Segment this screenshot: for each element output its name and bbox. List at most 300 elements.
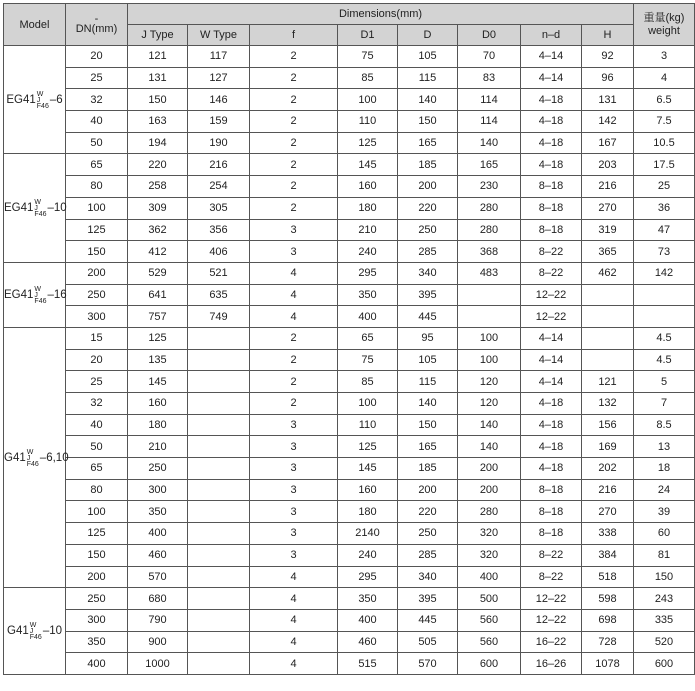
dn-cell: 100: [66, 501, 128, 523]
f-cell: 3: [250, 219, 338, 241]
n-d-cell: 4–18: [521, 89, 582, 111]
n-d-cell: 4–18: [521, 458, 582, 480]
d1-cell: 100: [338, 393, 398, 415]
h-cell: 1078: [582, 653, 634, 675]
f-cell: 4: [250, 566, 338, 588]
table-row: [4, 544, 695, 566]
n-d-cell: 8–18: [521, 479, 582, 501]
model-variant-f46: F46: [34, 297, 47, 305]
f-cell: 3: [250, 414, 338, 436]
f-cell: 4: [250, 609, 338, 631]
table-row: [4, 653, 695, 675]
header-h: H: [582, 25, 634, 46]
weight-cell: 25: [634, 176, 695, 198]
d0-cell: 165: [458, 154, 521, 176]
w-type-cell: [188, 414, 250, 436]
d-cell: 570: [398, 653, 458, 675]
dn-cell: 80: [66, 479, 128, 501]
j-type-cell: 121: [128, 46, 188, 68]
n-d-cell: 4–14: [521, 371, 582, 393]
f-cell: 2: [250, 349, 338, 371]
n-d-cell: 12–22: [521, 588, 582, 610]
model-prefix: G41: [7, 625, 29, 638]
model-variant-w: W: [36, 90, 44, 98]
w-type-cell: [188, 371, 250, 393]
j-type-cell: 400: [128, 523, 188, 545]
w-type-cell: 406: [188, 241, 250, 263]
f-cell: 2: [250, 197, 338, 219]
d-cell: 165: [398, 132, 458, 154]
d1-cell: 85: [338, 67, 398, 89]
model-variant-w: W: [29, 622, 37, 630]
weight-cell: 17.5: [634, 154, 695, 176]
d1-cell: 65: [338, 327, 398, 349]
d1-cell: 180: [338, 501, 398, 523]
f-cell: 2: [250, 67, 338, 89]
weight-cell: 335: [634, 609, 695, 631]
table-row: [4, 197, 695, 219]
w-type-cell: 146: [188, 89, 250, 111]
dn-cell: 80: [66, 176, 128, 198]
h-cell: 96: [582, 67, 634, 89]
weight-cell: 3: [634, 46, 695, 68]
j-type-cell: 900: [128, 631, 188, 653]
d1-cell: 110: [338, 111, 398, 133]
model-cell: [4, 588, 66, 675]
h-cell: [582, 327, 634, 349]
model-label: [4, 286, 67, 304]
f-cell: 3: [250, 436, 338, 458]
model-cell: [4, 154, 66, 262]
d0-cell: 140: [458, 132, 521, 154]
d0-cell: 320: [458, 523, 521, 545]
d1-cell: 75: [338, 349, 398, 371]
table-row: [4, 241, 695, 263]
model-variant-f46: F46: [26, 460, 39, 468]
weight-cell: 39: [634, 501, 695, 523]
weight-cell: 150: [634, 566, 695, 588]
weight-cell: 142: [634, 262, 695, 284]
n-d-cell: 12–22: [521, 306, 582, 328]
dn-cell: 50: [66, 132, 128, 154]
model-variant-stack: [37, 92, 49, 110]
d0-cell: 320: [458, 544, 521, 566]
model-label: [6, 91, 62, 109]
d-cell: 285: [398, 544, 458, 566]
h-cell: 169: [582, 436, 634, 458]
model-prefix: EG41: [6, 93, 36, 106]
n-d-cell: 4–18: [521, 414, 582, 436]
n-d-cell: 8–22: [521, 262, 582, 284]
h-cell: 728: [582, 631, 634, 653]
d1-cell: 145: [338, 458, 398, 480]
w-type-cell: [188, 349, 250, 371]
d1-cell: 2140: [338, 523, 398, 545]
model-label: [7, 622, 62, 640]
f-cell: 2: [250, 154, 338, 176]
j-type-cell: 220: [128, 154, 188, 176]
weight-cell: 18: [634, 458, 695, 480]
d1-cell: 400: [338, 609, 398, 631]
h-cell: 202: [582, 458, 634, 480]
d0-cell: [458, 284, 521, 306]
w-type-cell: 254: [188, 176, 250, 198]
model-prefix: G41: [4, 451, 26, 464]
j-type-cell: 362: [128, 219, 188, 241]
dn-cell: 20: [66, 46, 128, 68]
w-type-cell: 749: [188, 306, 250, 328]
header-n-d: n–d: [521, 25, 582, 46]
d0-cell: 140: [458, 436, 521, 458]
weight-cell: 7: [634, 393, 695, 415]
table-row: [4, 393, 695, 415]
dn-cell: 250: [66, 284, 128, 306]
f-cell: 4: [250, 262, 338, 284]
header-j-type: J Type: [128, 25, 188, 46]
d1-cell: 145: [338, 154, 398, 176]
j-type-cell: 680: [128, 588, 188, 610]
n-d-cell: 4–18: [521, 393, 582, 415]
model-variant-j: J: [34, 205, 38, 213]
table-row: [4, 631, 695, 653]
h-cell: 462: [582, 262, 634, 284]
j-type-cell: 145: [128, 371, 188, 393]
weight-cell: 4.5: [634, 349, 695, 371]
n-d-cell: 12–22: [521, 284, 582, 306]
dn-cell: 40: [66, 414, 128, 436]
h-cell: 121: [582, 371, 634, 393]
table-row: [4, 414, 695, 436]
w-type-cell: [188, 436, 250, 458]
d1-cell: 350: [338, 588, 398, 610]
table-row: [4, 479, 695, 501]
model-variant-w: W: [26, 448, 34, 456]
d0-cell: 120: [458, 371, 521, 393]
model-pressure-suffix: –6: [49, 93, 63, 106]
dn-cell: 125: [66, 523, 128, 545]
dn-cell: 32: [66, 89, 128, 111]
h-cell: 518: [582, 566, 634, 588]
table-row: [4, 67, 695, 89]
d1-cell: 110: [338, 414, 398, 436]
d0-cell: 70: [458, 46, 521, 68]
n-d-cell: 8–22: [521, 544, 582, 566]
j-type-cell: 460: [128, 544, 188, 566]
d-cell: 250: [398, 523, 458, 545]
d-cell: 200: [398, 479, 458, 501]
w-type-cell: [188, 566, 250, 588]
dn-cell: 20: [66, 349, 128, 371]
d0-cell: 200: [458, 479, 521, 501]
j-type-cell: 194: [128, 132, 188, 154]
table-row: [4, 588, 695, 610]
model-cell: [4, 327, 69, 587]
w-type-cell: [188, 479, 250, 501]
d-cell: 200: [398, 176, 458, 198]
d-cell: 285: [398, 241, 458, 263]
model-variant-stack: [34, 200, 46, 218]
d0-cell: 83: [458, 67, 521, 89]
table-row: [4, 306, 695, 328]
j-type-cell: 163: [128, 111, 188, 133]
d1-cell: 100: [338, 89, 398, 111]
n-d-cell: 4–18: [521, 436, 582, 458]
f-cell: 2: [250, 46, 338, 68]
table-body: [4, 46, 695, 675]
header-weight: [634, 4, 695, 46]
d1-cell: 460: [338, 631, 398, 653]
d1-cell: 350: [338, 284, 398, 306]
header-f: f: [250, 25, 338, 46]
n-d-cell: 8–18: [521, 219, 582, 241]
model-label: [4, 449, 69, 467]
n-d-cell: 8–18: [521, 523, 582, 545]
f-cell: 3: [250, 501, 338, 523]
d-cell: 165: [398, 436, 458, 458]
dn-cell: 250: [66, 588, 128, 610]
w-type-cell: 635: [188, 284, 250, 306]
w-type-cell: 190: [188, 132, 250, 154]
n-d-cell: 8–18: [521, 176, 582, 198]
weight-cell: 36: [634, 197, 695, 219]
d1-cell: 240: [338, 544, 398, 566]
dn-cell: 200: [66, 262, 128, 284]
model-variant-f46: F46: [29, 634, 42, 642]
d0-cell: [458, 306, 521, 328]
dn-cell: 150: [66, 544, 128, 566]
f-cell: 2: [250, 176, 338, 198]
model-cell: [4, 262, 66, 327]
d-cell: 140: [398, 393, 458, 415]
n-d-cell: 12–22: [521, 609, 582, 631]
j-type-cell: 790: [128, 609, 188, 631]
n-d-cell: 4–14: [521, 46, 582, 68]
d-cell: 185: [398, 154, 458, 176]
dn-cell: 400: [66, 653, 128, 675]
d-cell: 105: [398, 349, 458, 371]
weight-cell: 5: [634, 371, 695, 393]
d-cell: 395: [398, 284, 458, 306]
d1-cell: 125: [338, 132, 398, 154]
header-dn: [66, 4, 128, 46]
d0-cell: 114: [458, 89, 521, 111]
header-dn-label: DN(mm): [75, 22, 118, 35]
d1-cell: 85: [338, 371, 398, 393]
table-row: [4, 523, 695, 545]
header-d: D: [398, 25, 458, 46]
d-cell: 220: [398, 501, 458, 523]
d0-cell: 280: [458, 501, 521, 523]
h-cell: 156: [582, 414, 634, 436]
w-type-cell: 117: [188, 46, 250, 68]
dn-cell: 125: [66, 219, 128, 241]
n-d-cell: 8–18: [521, 501, 582, 523]
h-cell: 319: [582, 219, 634, 241]
dn-cell: 25: [66, 371, 128, 393]
model-cell: [4, 46, 66, 154]
d0-cell: 560: [458, 609, 521, 631]
d0-cell: 560: [458, 631, 521, 653]
j-type-cell: 1000: [128, 653, 188, 675]
weight-cell: 73: [634, 241, 695, 263]
h-cell: 92: [582, 46, 634, 68]
header-model: Model: [4, 4, 66, 46]
h-cell: [582, 349, 634, 371]
table-row: [4, 46, 695, 68]
table-row: [4, 458, 695, 480]
n-d-cell: 8–22: [521, 241, 582, 263]
weight-cell: 520: [634, 631, 695, 653]
h-cell: 338: [582, 523, 634, 545]
f-cell: 3: [250, 544, 338, 566]
d-cell: 95: [398, 327, 458, 349]
model-prefix: EG41: [4, 288, 34, 301]
w-type-cell: [188, 523, 250, 545]
table-row: [4, 349, 695, 371]
header-dn-dash: -: [94, 12, 99, 25]
f-cell: 3: [250, 458, 338, 480]
w-type-cell: 356: [188, 219, 250, 241]
spec-table-container: [3, 3, 695, 675]
d0-cell: 500: [458, 588, 521, 610]
table-row: [4, 609, 695, 631]
d0-cell: 114: [458, 111, 521, 133]
d1-cell: 180: [338, 197, 398, 219]
dn-cell: 200: [66, 566, 128, 588]
j-type-cell: 258: [128, 176, 188, 198]
model-variant-j: J: [34, 291, 38, 299]
weight-cell: 600: [634, 653, 695, 675]
h-cell: 270: [582, 501, 634, 523]
model-label: [4, 199, 67, 217]
table-row: [4, 176, 695, 198]
d-cell: 150: [398, 111, 458, 133]
w-type-cell: [188, 458, 250, 480]
d0-cell: 100: [458, 349, 521, 371]
d1-cell: 210: [338, 219, 398, 241]
d1-cell: 75: [338, 46, 398, 68]
f-cell: 2: [250, 111, 338, 133]
model-variant-f46: F46: [36, 102, 49, 110]
weight-cell: [634, 284, 695, 306]
weight-cell: 8.5: [634, 414, 695, 436]
h-cell: 167: [582, 132, 634, 154]
f-cell: 2: [250, 89, 338, 111]
j-type-cell: 180: [128, 414, 188, 436]
h-cell: 131: [582, 89, 634, 111]
table-row: [4, 132, 695, 154]
d1-cell: 400: [338, 306, 398, 328]
dn-cell: 25: [66, 67, 128, 89]
d1-cell: 160: [338, 479, 398, 501]
h-cell: 216: [582, 176, 634, 198]
w-type-cell: 216: [188, 154, 250, 176]
weight-cell: 13: [634, 436, 695, 458]
n-d-cell: 4–14: [521, 327, 582, 349]
table-row: [4, 371, 695, 393]
weight-cell: 4.5: [634, 327, 695, 349]
weight-cell: 10.5: [634, 132, 695, 154]
w-type-cell: [188, 501, 250, 523]
d0-cell: 230: [458, 176, 521, 198]
d0-cell: 200: [458, 458, 521, 480]
f-cell: 4: [250, 631, 338, 653]
n-d-cell: 4–18: [521, 111, 582, 133]
d0-cell: 600: [458, 653, 521, 675]
d-cell: 115: [398, 67, 458, 89]
j-type-cell: 309: [128, 197, 188, 219]
header-weight-en: weight: [648, 24, 680, 37]
f-cell: 2: [250, 132, 338, 154]
f-cell: 4: [250, 306, 338, 328]
n-d-cell: 16–22: [521, 631, 582, 653]
n-d-cell: 4–14: [521, 349, 582, 371]
dn-cell: 65: [66, 458, 128, 480]
table-row: [4, 219, 695, 241]
dn-cell: 350: [66, 631, 128, 653]
header-dimensions: Dimensions(mm): [128, 4, 634, 25]
header-weight-cn: 重量(kg): [643, 11, 685, 24]
d1-cell: 295: [338, 566, 398, 588]
w-type-cell: [188, 393, 250, 415]
j-type-cell: 641: [128, 284, 188, 306]
w-type-cell: [188, 544, 250, 566]
weight-cell: 47: [634, 219, 695, 241]
model-variant-j: J: [36, 96, 41, 104]
model-variant-w: W: [34, 285, 42, 293]
dn-cell: 32: [66, 393, 128, 415]
d1-cell: 240: [338, 241, 398, 263]
dn-cell: 100: [66, 197, 128, 219]
h-cell: 132: [582, 393, 634, 415]
model-variant-stack: [34, 287, 46, 305]
model-pressure-suffix: –16: [47, 288, 67, 301]
model-prefix: EG41: [4, 202, 34, 215]
dn-cell: 65: [66, 154, 128, 176]
weight-cell: 81: [634, 544, 695, 566]
h-cell: 598: [582, 588, 634, 610]
d0-cell: 280: [458, 197, 521, 219]
dn-cell: 150: [66, 241, 128, 263]
j-type-cell: 150: [128, 89, 188, 111]
table-row: [4, 154, 695, 176]
weight-cell: [634, 306, 695, 328]
d0-cell: 140: [458, 414, 521, 436]
d-cell: 140: [398, 89, 458, 111]
n-d-cell: 4–18: [521, 132, 582, 154]
model-pressure-suffix: –10: [47, 202, 67, 215]
model-variant-stack: [30, 623, 42, 641]
d1-cell: 125: [338, 436, 398, 458]
d-cell: 445: [398, 306, 458, 328]
w-type-cell: 159: [188, 111, 250, 133]
h-cell: [582, 306, 634, 328]
model-pressure-suffix: –6,10: [39, 451, 69, 464]
d-cell: 115: [398, 371, 458, 393]
h-cell: 203: [582, 154, 634, 176]
dn-cell: 15: [66, 327, 128, 349]
table-row: [4, 566, 695, 588]
n-d-cell: 16–26: [521, 653, 582, 675]
h-cell: 384: [582, 544, 634, 566]
d-cell: 505: [398, 631, 458, 653]
d1-cell: 160: [338, 176, 398, 198]
f-cell: 3: [250, 479, 338, 501]
f-cell: 2: [250, 393, 338, 415]
table-row: [4, 111, 695, 133]
dn-cell: 40: [66, 111, 128, 133]
d-cell: 250: [398, 219, 458, 241]
